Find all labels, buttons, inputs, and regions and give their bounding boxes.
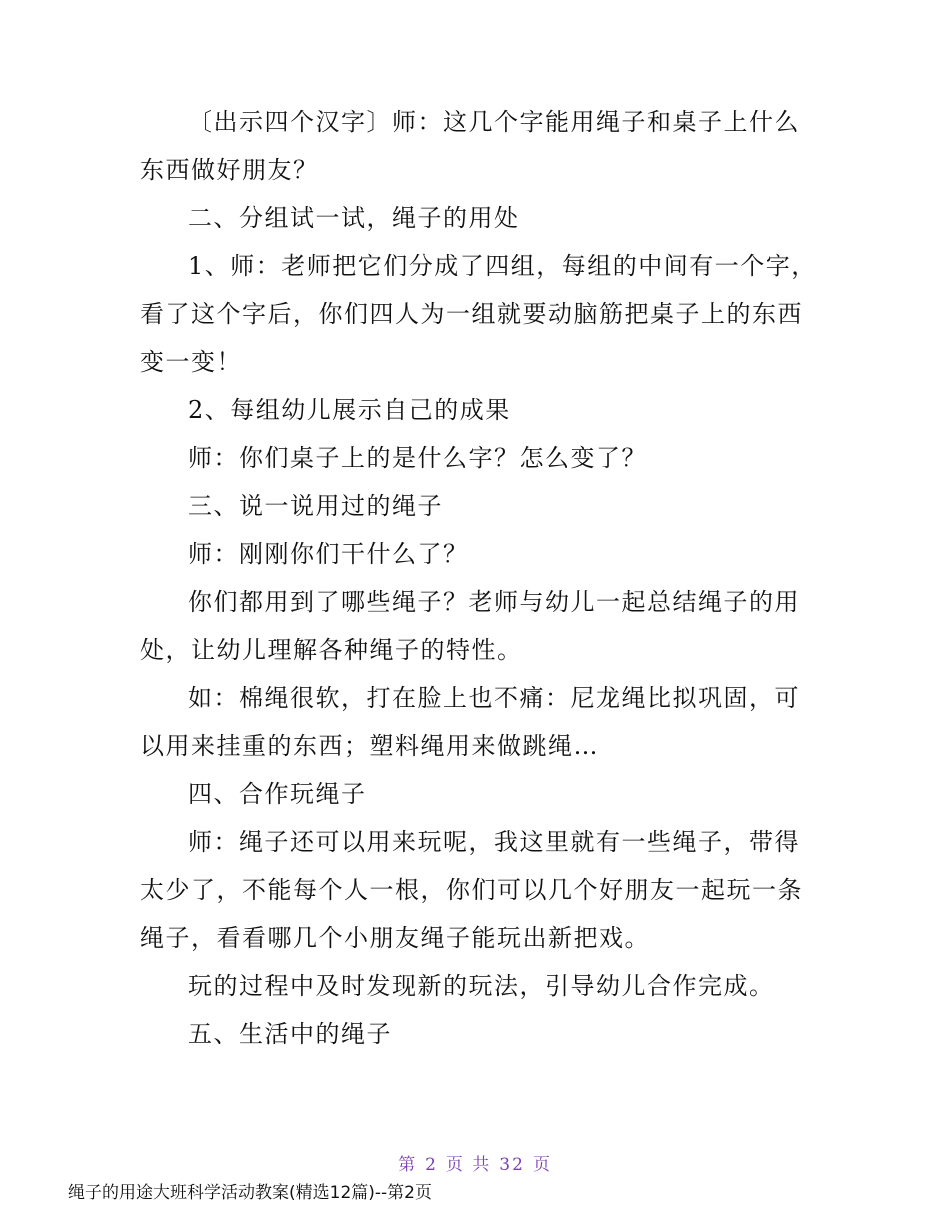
page-prefix: 第 xyxy=(398,1155,418,1175)
document-title-footer: 绳子的用途大班科学活动教案(精选12篇)--第2页 xyxy=(68,1183,432,1203)
paragraph: 师：刚刚你们干什么了？ xyxy=(188,540,469,568)
paragraph: 1、师：老师把它们分成了四组，每组的中间有一个字，看了这个字后，你们四人为一组就要动脑筋把桌子上的东西变一变！ xyxy=(140,252,817,376)
paragraph: 你们都用到了哪些绳子？老师与幼儿一起总结绳子的用处，让幼儿理解各种绳子的特性。 xyxy=(140,588,800,664)
page-total: 32 xyxy=(499,1155,525,1175)
page-suffix: 页 xyxy=(532,1155,552,1175)
paragraph: 玩的过程中及时发现新的玩法，引导幼儿合作完成。 xyxy=(188,972,775,1000)
page-middle: 页 共 xyxy=(445,1155,492,1175)
document-body xyxy=(140,98,820,1058)
page-number xyxy=(0,1150,950,1175)
paragraph: 师：你们桌子上的是什么字？怎么变了？ xyxy=(188,444,647,472)
paragraph: 2、每组幼儿展示自己的成果 xyxy=(188,396,511,424)
section-heading: 二、分组试一试，绳子的用处 xyxy=(188,204,520,232)
paragraph: 〔出示四个汉字〕师：这几个字能用绳子和桌子上什么东西做好朋友？ xyxy=(140,108,800,184)
section-heading: 四、合作玩绳子 xyxy=(188,780,367,808)
paragraph: 如：棉绳很软，打在脸上也不痛：尼龙绳比拟巩固，可以用来挂重的东西；塑料绳用来做跳绳… xyxy=(140,684,800,760)
page-current: 2 xyxy=(425,1155,438,1175)
section-heading: 三、说一说用过的绳子 xyxy=(188,492,443,520)
paragraph: 师：绳子还可以用来玩呢，我这里就有一些绳子，带得太少了，不能每个人一根，你们可以几个好朋友一起玩一条绳子，看看哪几个小朋友绳子能玩出新把戏。 xyxy=(140,828,803,952)
section-heading: 五、生活中的绳子 xyxy=(188,1020,392,1048)
